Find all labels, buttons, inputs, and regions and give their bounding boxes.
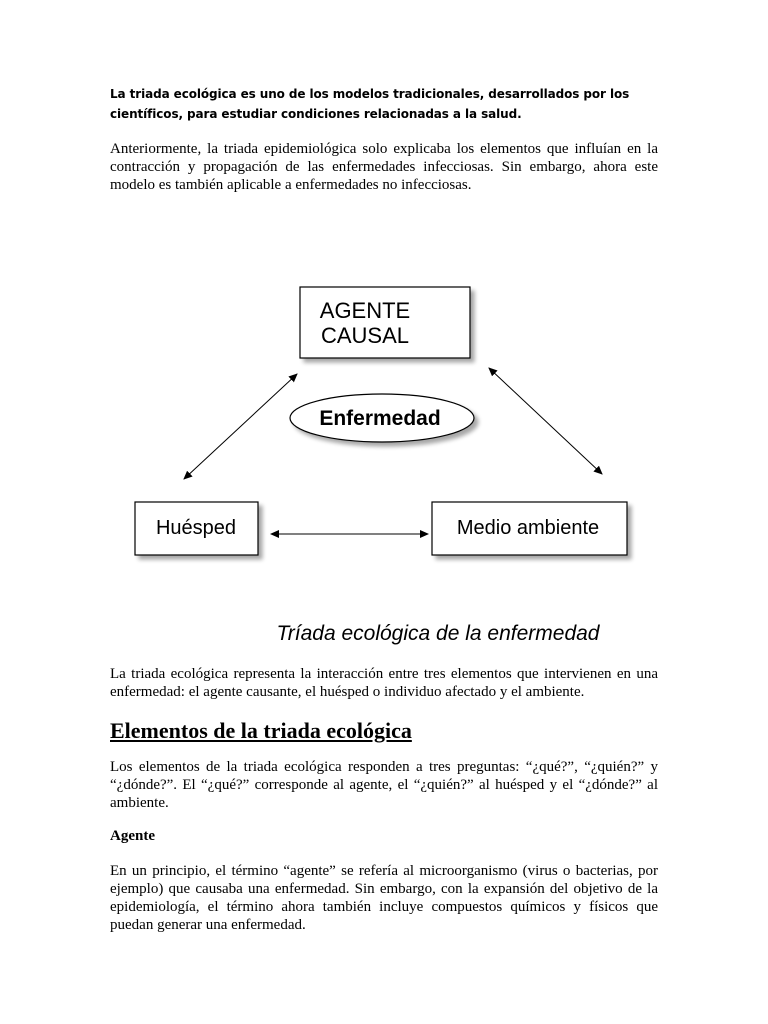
subheading-agent: Agente: [110, 828, 155, 844]
disease-label: Enfermedad: [319, 407, 441, 430]
paragraph-history: Anteriormente, la triada epidemiológica solo explicaba los elementos que influían en la contracción y propagación de las enfermedades infecciosas. Sin embargo, ahora este modelo es también aplicable a enfermedades no infecciosas.: [110, 141, 658, 193]
agent-box: [300, 287, 470, 358]
arrow-agent-environment: [489, 368, 602, 474]
environment-box: [432, 502, 627, 555]
environment-label: Medio ambiente: [456, 517, 600, 539]
paragraph-triad-definition: La triada ecológica representa la interacción entre tres elementos que intervienen en una enfermedad: el agente causante, el huésped o individuo afectado y el ambiente.: [110, 666, 658, 700]
agent-label-line1: AGENTE: [319, 298, 411, 323]
intro-text: La triada ecológica es uno de los modelos tradicionales, desarrollados por los científicos, para estudiar condiciones relacionadas a la salud.: [110, 87, 630, 121]
section-heading: Elementos de la triada ecológica: [110, 718, 412, 743]
disease-ellipse: [290, 394, 474, 442]
paragraph-elements: Los elementos de la triada ecológica responden a tres preguntas: “¿qué?”, “¿quién?” y “¿dónde?”. El “¿qué?” corresponde al agente, el “¿quién?” al huésped y el “¿dónde?” al ambiente.: [110, 759, 658, 811]
arrow-agent-host: [184, 374, 297, 479]
host-label: Huésped: [155, 517, 237, 539]
agent-label-line2: CAUSAL: [320, 323, 410, 348]
paragraph-agent: En un principio, el término “agente” se refería al microorganismo (virus o bacterias, por ejemplo) que causaba una enfermedad. Sin embargo, con la expansión del objetivo de la epidemiología, el término ahora también incluye compuestos químicos y físicos que puedan generar una enfermedad.: [110, 863, 658, 933]
diagram-caption: Tríada ecológica de la enfermedad: [276, 622, 600, 645]
host-box: [135, 502, 258, 555]
